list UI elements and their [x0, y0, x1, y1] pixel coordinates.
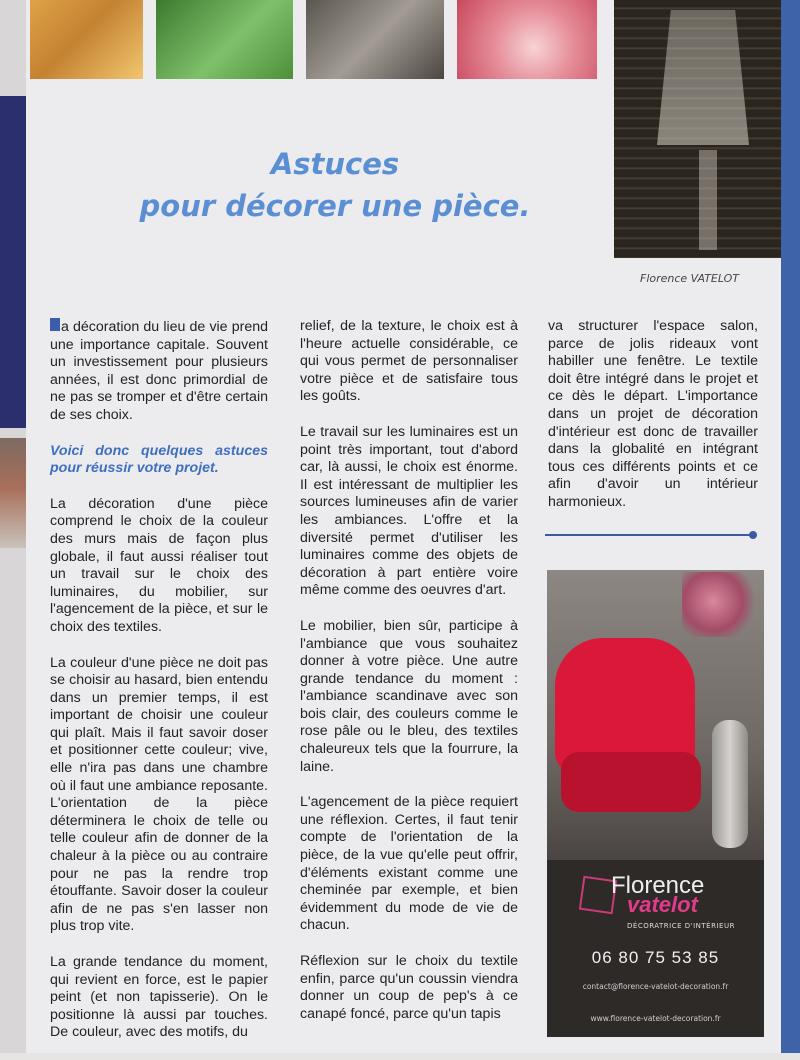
lamp-base	[699, 150, 717, 250]
paragraph: La couleur d'une pièce ne doit pas se choisir au hasard, bien entendu dans un premier temps, il est important de choisir une couleur qui plaît. Mais il faut savoir doser et positionner cette couleur; vive, elle n'ira pas dans une chambre où il faut une ambiance reposante. L'orientation de la pièce déterminera le choix de telle ou telle couleur afin de donner de la chaleur à la pièce ou au contraire pour ne pas la rendre trop étouffante. Savoir doser la couleur afin de ne pas s'en lasser non plus trop vite.	[50, 654, 268, 935]
previous-page-photo	[0, 438, 26, 548]
column-1	[50, 318, 268, 1060]
paragraph: La grande tendance du moment, qui revient en force, est le papier peint (et non tapisserie). On le positionne là aussi par touches. De couleur, avec des motifs, du	[50, 954, 268, 1041]
brand-first-name: Florence	[611, 872, 705, 899]
rose-flower-image	[457, 0, 597, 79]
lamp-shade	[657, 10, 749, 145]
paragraph: va structurer l'espace salon, parce de jolis rideaux vont habiller une fenêtre. Le textile doit être intégré dans le projet et ce dès le départ. L'importance dans un projet de décoration d'intérieur est donc de travailler dans la globalité en intégrant tous ces différents points et ce afin d'avoir un intérieur harmonieux.	[548, 318, 758, 510]
title-line-1: Astuces	[270, 147, 400, 181]
brand-tagline: DÉCORATRICE D'INTÉRIEUR	[627, 922, 735, 930]
title-line-2: pour décorer une pièce.	[139, 189, 531, 223]
photo-caption: Florence VATELOT	[640, 272, 740, 285]
paragraph: Le mobilier, bien sûr, participe à l'ambiance que vous souhaitez donner à votre pièce. Une autre grande tendance du moment : l'ambiance scandinave avec son bois clair, des couleurs comme le rose pâle ou le bleu, des textiles chaleureux tels que la fourrure, la laine.	[300, 617, 518, 775]
paragraph: relief, de la texture, le choix est à l'heure actuelle considérable, ce qui vous permet de personnaliser votre pièce et de satisfaire tous les goûts.	[300, 318, 518, 405]
red-armchair-seat	[561, 752, 701, 812]
phone-number: 06 80 75 53 85	[591, 948, 720, 967]
next-page-edge	[781, 0, 800, 1053]
divider-dot	[749, 531, 757, 539]
paragraph: Le travail sur les luminaires est un point très important, tout d'abord car, là aussi, le choix est énorme. Il est intéressant de multiplier les sources lumineuses afin de varier les ambiances. L'offre et la diversité permet d'utiliser les luminaires comme des objets de décoration à part entière voire même comme des oeuvres d'art.	[300, 423, 518, 599]
divider-line	[545, 534, 752, 536]
paragraph: L'agencement de la pièce requiert une réflexion. Certes, il faut tenir compte de l'orientation de la pièce, de la vue qu'elle peut offrir, d'éléments existant comme une cheminée par exemple, et bien évidemment du mode de vie de chacun.	[300, 794, 518, 934]
paragraph: Réflexion sur le choix du textile enfin, parce qu'un coussin viendra donner un coup de pep's à ce canapé foncé, parce qu'un tapis	[300, 953, 518, 1022]
paragraph: La décoration d'une pièce comprend le choix de la couleur des murs mais de façon plus globale, il faut aussi réaliser tout un travail sur le choix des luminaires, du mobilier, sur l'agencement de la pièce, et sur le choix des textiles.	[50, 495, 268, 635]
brand-last-name: vatelot	[627, 892, 698, 917]
column-2	[300, 318, 518, 1041]
stone-texture-image	[306, 0, 444, 79]
previous-page-blue-band	[0, 96, 26, 428]
wood-texture-image	[30, 0, 143, 79]
website: www.florence-vatelot-decoration.fr	[590, 1014, 721, 1023]
article-title	[100, 143, 570, 227]
advertisement	[547, 570, 764, 1037]
column-3	[548, 318, 758, 530]
flower-bouquet	[682, 572, 760, 637]
drop-cap-block	[50, 318, 60, 331]
ad-photo	[547, 570, 764, 860]
lead-paragraph: Voici donc quelques astuces pour réussir votre projet.	[50, 442, 268, 477]
contact-email: contact@florence-vatelot-decoration.fr	[582, 982, 729, 991]
leaf-texture-image	[156, 0, 293, 79]
vase	[712, 720, 748, 848]
intro-paragraph	[50, 318, 268, 425]
intro-text: a décoration du lieu de vie prend une importance capitale. Souvent un investissement pour plusieurs années, il est donc primordial de ne pas se tromper et d'être certain de ses choix.	[50, 319, 268, 423]
